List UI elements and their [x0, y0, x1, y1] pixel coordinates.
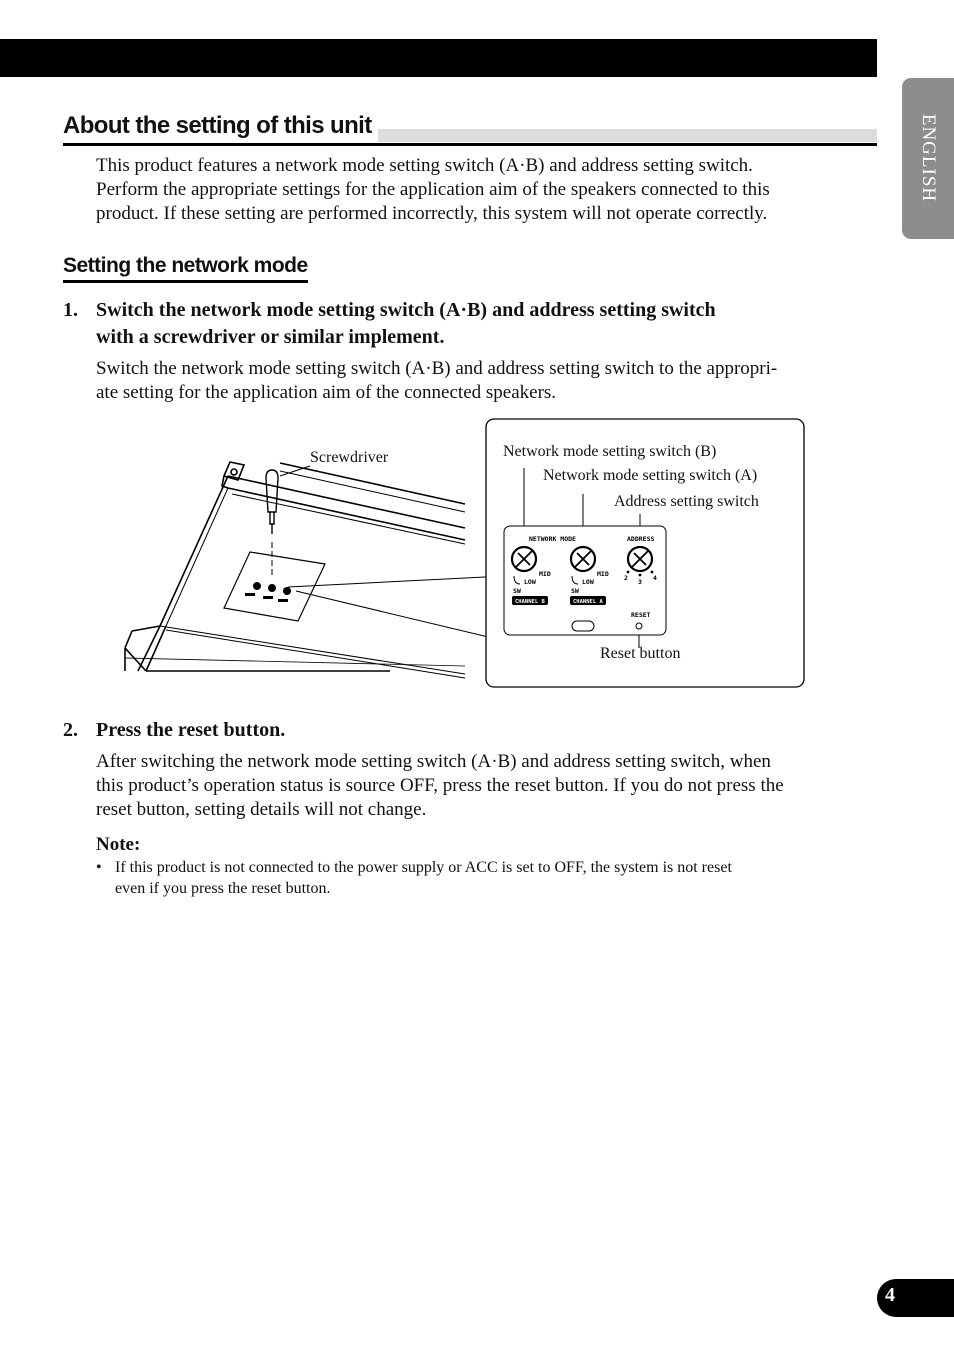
- page-number: 4: [885, 1284, 895, 1306]
- label-network-mode-b: Network mode setting switch (B): [503, 443, 717, 460]
- step-1-body-line-2: ate setting for the application aim of the connected speakers.: [96, 382, 557, 403]
- step-1-title-line-2: with a screwdriver or similar implement.: [96, 326, 445, 348]
- panel-network-mode: NETWORK MODE: [529, 535, 576, 543]
- label-screwdriver: Screwdriver: [310, 449, 389, 466]
- page-number-tab: [877, 1279, 954, 1317]
- panel-channel-a: CHANNEL A: [573, 599, 603, 605]
- setting-figure: [120, 416, 810, 691]
- language-tab: [902, 78, 954, 239]
- intro-line-3: product. If these setting are performed incorrectly, this system will not operate correctly.: [96, 203, 768, 224]
- subsection-title: Setting the network mode: [63, 252, 308, 283]
- intro-line-1: This product features a network mode setting switch (A·B) and address setting switch.: [96, 155, 753, 176]
- note-text-line-1: If this product is not connected to the power supply or ACC is set to OFF, the system is not reset: [115, 859, 732, 876]
- panel-reset: RESET: [631, 611, 651, 619]
- step-1-title-line-1: Switch the network mode setting switch (A·B) and address setting switch: [96, 299, 716, 321]
- section-heading: [63, 110, 877, 147]
- label-address-switch: Address setting switch: [614, 493, 759, 510]
- panel-sw-b: SW: [513, 587, 521, 595]
- section-title: About the setting of this unit: [63, 110, 378, 142]
- label-reset-button: Reset button: [600, 645, 681, 662]
- step-1-body-line-1: Switch the network mode setting switch (A·B) and address setting switch to the appropri-: [96, 358, 778, 379]
- step-2-body-line-2: this product’s operation status is source OFF, press the reset button. If you do not press the: [96, 775, 784, 796]
- panel-mid-a: MID: [597, 570, 609, 578]
- step-2-body-line-3: reset button, setting details will not change.: [96, 799, 427, 820]
- panel-low-b: LOW: [524, 578, 536, 586]
- note-bullet: •: [96, 859, 102, 876]
- step-2-body-line-1: After switching the network mode setting switch (A·B) and address setting switch, when: [96, 751, 771, 772]
- note-text-line-2: even if you press the reset button.: [115, 880, 331, 897]
- panel-mid-b: MID: [539, 570, 551, 578]
- intro-line-2: Perform the appropriate settings for the application aim of the speakers connected to this: [96, 179, 770, 200]
- step-2-number: 2.: [63, 719, 78, 741]
- step-2-title: Press the reset button.: [96, 719, 286, 741]
- note-text: [115, 857, 835, 899]
- panel-channel-b: CHANNEL B: [515, 599, 545, 605]
- panel-low-a: LOW: [582, 578, 594, 586]
- label-network-mode-a: Network mode setting switch (A): [543, 467, 758, 484]
- header-bar: [0, 39, 877, 77]
- step-1-number: 1.: [63, 299, 78, 321]
- panel-address: ADDRESS: [627, 535, 655, 543]
- language-tab-label: ENGLISH: [918, 113, 939, 203]
- panel-sw-a: SW: [571, 587, 579, 595]
- panel-addr-4: 4: [653, 574, 657, 582]
- note-label: Note:: [96, 834, 141, 855]
- panel-addr-2: 2: [624, 574, 628, 582]
- panel-addr-3: 3: [638, 578, 642, 586]
